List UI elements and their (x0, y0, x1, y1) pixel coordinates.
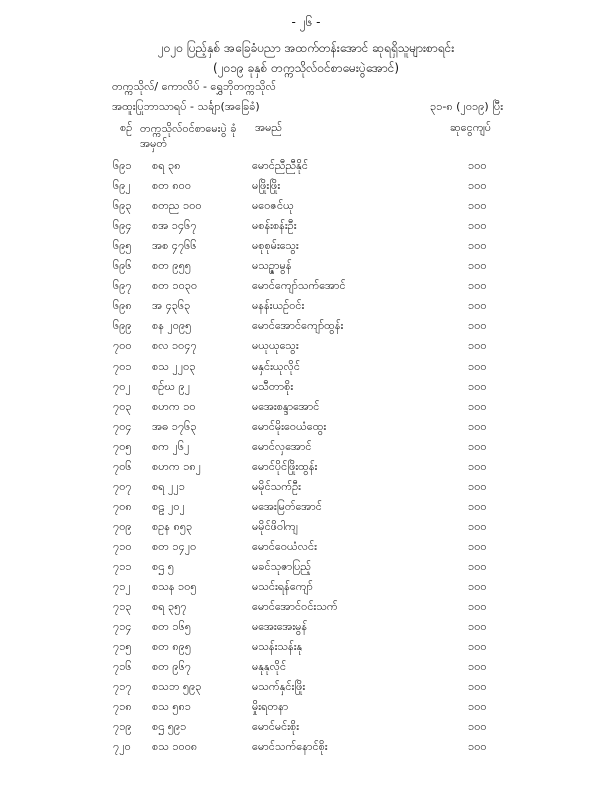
row-amount: ၁၀၀ (468, 479, 487, 493)
row-amount: ၁၀၀ (468, 319, 487, 333)
table-row (0, 179, 612, 198)
table-row (0, 660, 612, 679)
table-row (0, 640, 612, 659)
row-roll-number: စရ ၃၈ (152, 159, 181, 172)
row-name: မသက်နှင်းဖြိုး (252, 680, 306, 694)
row-amount: ၁၀၀ (468, 600, 487, 614)
row-number: ၇၀၇ (113, 479, 132, 493)
row-roll-number: စတ ၁၄၂၀ (152, 539, 197, 553)
row-roll-number: စဠ ၂၀၂ (152, 499, 185, 513)
row-name: မအေးစန္ဒာအောင် (252, 399, 320, 413)
row-amount: ၁၀၀ (468, 660, 487, 674)
row-name: မောင်ကျော်သက်အောင် (252, 279, 346, 293)
table-row (0, 199, 612, 218)
table-row (0, 319, 612, 338)
row-amount: ၁၀၀ (468, 740, 487, 754)
row-number: ၇၁၆ (113, 660, 132, 674)
table-row (0, 500, 612, 519)
row-name: မသန်းသန်းနု (252, 640, 303, 654)
row-roll-number: စတ ၉၆၇ (152, 660, 191, 674)
row-number: ၆၉၂ (113, 179, 131, 193)
row-roll-number: စဟက ၁၀ (152, 399, 196, 413)
row-roll-number: စဥန ၈၅၃ (152, 519, 193, 533)
row-roll-number: စသန ၁၀၅ (152, 580, 197, 594)
row-name: မသီတာစိုး (252, 379, 294, 393)
column-header-roll: တက္ကသိုလ်ဝင်စာမေးပွဲ ခုံအမှတ် (140, 122, 237, 150)
row-roll-number: စသ ၅၈၁ (152, 700, 191, 714)
row-amount: ၁၀၀ (468, 580, 487, 594)
row-amount: ၁၀၀ (468, 399, 487, 413)
row-amount: ၁၀၀ (468, 419, 487, 433)
table-row (0, 560, 612, 579)
row-name: မမိုင်သက်ဦး (252, 479, 301, 493)
row-name: မဖြိုးဖြိုး (252, 179, 281, 193)
row-number: ၇၁၅ (113, 640, 132, 654)
row-amount: ၁၀၀ (468, 640, 487, 654)
row-number: ၇၀၈ (113, 499, 132, 513)
row-amount: ၁၀၀ (468, 279, 487, 293)
column-header-name: အမည် (255, 121, 283, 134)
row-amount: ၁၀၀ (468, 159, 487, 172)
row-name: မောင်ညီညီနိုင် (252, 159, 308, 172)
row-name: မနန်းယဉ်ဝင်း (252, 299, 305, 313)
row-roll-number: အ ၄၃၆၃ (152, 299, 191, 313)
row-amount: ၁၀၀ (468, 680, 487, 694)
row-name: မောင်ပိုင်ဖြိုးထွန်း (252, 459, 318, 473)
row-amount: ၁၀၀ (468, 539, 487, 553)
row-number: ၇၀၃ (113, 399, 132, 413)
row-amount: ၁၀၀ (468, 560, 487, 573)
row-number: ၆၉၈ (113, 299, 132, 313)
table-row (0, 279, 612, 298)
row-name: မသဉ္ဇာမွန် (252, 259, 292, 273)
row-amount: ၁၀၀ (468, 219, 487, 233)
row-number: ၇၁၇ (113, 680, 132, 694)
row-amount: ၁၀၀ (468, 179, 487, 193)
row-amount: ၁၀၀ (468, 259, 487, 273)
row-name: မစုစုမ်းသွေး (252, 239, 299, 253)
row-amount: ၁၀၀ (468, 379, 487, 393)
table-row (0, 480, 612, 499)
row-name: မအေးအေးမွန် (252, 620, 308, 634)
column-header-amount: ဆုငွေကျပ် (450, 121, 492, 134)
row-name: မနှင်းယုလိုင် (252, 359, 300, 373)
row-roll-number: စဌ ၅ (152, 560, 174, 573)
row-roll-number: စဥ်ဃ ၉၂ (152, 379, 191, 393)
row-name: မောင်သက်နောင်စိုး (252, 740, 328, 754)
table-row (0, 420, 612, 439)
row-amount: ၁၀၀ (468, 620, 487, 634)
table-row (0, 159, 612, 178)
row-number: ၇၁၈ (113, 700, 132, 714)
row-name: မောင်မိုးဝေယံထွေး (252, 419, 327, 433)
row-name: မစန်းစန်းဦး (252, 219, 297, 233)
row-roll-number: စသ ၂၂၀၃ (152, 359, 196, 373)
row-amount: ၁၀၀ (468, 239, 487, 253)
row-number: ၇၀၀ (113, 339, 132, 353)
row-name: မနုနုလိုင် (252, 660, 287, 674)
row-roll-number: စရ ၂၂၁ (152, 479, 185, 493)
row-number: ၆၉၆ (113, 259, 132, 273)
table-row (0, 540, 612, 559)
row-roll-number: စဟက ၁၈၂ (152, 459, 202, 473)
university-line: တက္ကသိုလ်/ ကောလိပ် - ရွှေဘိုတက္ကသိုလ် (112, 80, 276, 93)
row-amount: ၁၀၀ (468, 519, 487, 533)
row-number: ၇၁၀ (113, 539, 132, 553)
row-roll-number: စလ ၁၀၄၇ (152, 339, 197, 353)
row-name: မောင်အောင်ကျော်ထွန်း (252, 319, 344, 333)
row-amount: ၁၀၀ (468, 459, 487, 473)
row-name: မောင်မင်းစိုး (252, 720, 300, 734)
row-roll-number: စတ ၈၉၅ (152, 640, 192, 654)
row-number: ၇၁၄ (113, 620, 132, 634)
row-roll-number: စသဘ ၅၉၃ (152, 680, 202, 694)
row-number: ၇၂၀ (113, 740, 131, 754)
row-amount: ၁၀၀ (468, 199, 487, 213)
table-row (0, 380, 612, 399)
row-number: ၇၁၂ (113, 580, 131, 594)
row-number: ၆၉၃ (113, 199, 132, 213)
row-roll-number: စတ ၉၅၅ (152, 259, 191, 273)
row-number: ၇၁၁ (113, 560, 132, 573)
table-row (0, 520, 612, 539)
row-roll-number: စက ၂၆၂ (152, 439, 190, 453)
row-number: ၆၉၇ (113, 279, 132, 293)
document-title: ၂၀၂၀ ပြည့်နှစ် အခြေခံပညာ အထက်တန်းအောင် ဆုရရှိသူများစာရင်း (157, 41, 455, 55)
row-name: မယုယုသွေး (252, 339, 299, 353)
row-roll-number: စသ ၁၀၀၈ (152, 740, 198, 754)
table-row (0, 400, 612, 419)
table-row (0, 600, 612, 619)
row-number: ၇၀၁ (113, 359, 132, 373)
row-roll-number: စတည ၁၀၀ (152, 199, 202, 213)
row-roll-number: စတ ၈၀၀ (152, 179, 192, 193)
row-amount: ၁၀၀ (468, 299, 487, 313)
row-name: မောင်ဝေယံလင်း (252, 539, 317, 553)
row-name: မခင်သုဇာပြည့် (252, 560, 312, 573)
row-number: ၇၀၄ (113, 419, 132, 433)
row-roll-number: စဌ ၅၉၁ (152, 720, 187, 734)
row-amount: ၁၀၀ (468, 439, 487, 453)
row-number: ၇၁၉ (113, 720, 132, 734)
row-number: ၇၀၆ (113, 459, 132, 473)
row-amount: ၁၀၀ (468, 359, 487, 373)
table-row (0, 620, 612, 639)
document-subtitle: (၂၀၁၉ ခုနှစ် တက္ကသိုလ်ဝင်စာမေးပွဲအောင်) (212, 61, 400, 75)
table-row (0, 460, 612, 479)
row-number: ၆၉၁ (113, 159, 132, 172)
table-row (0, 299, 612, 318)
row-number: ၆၉၄ (113, 219, 132, 233)
row-name: မမိုင်ဖိဝါကျ (252, 519, 298, 533)
row-roll-number: စအ ၁၄၆၇ (152, 219, 197, 233)
page-number: - ၂၆ - (291, 15, 321, 29)
table-row (0, 259, 612, 278)
row-name: မအေးမြတ်အောင် (252, 499, 322, 513)
row-name: မဝေဇင်ယု (252, 199, 294, 213)
row-name: မောင်လှအောင် (252, 439, 312, 453)
column-header-no: စဉ် (120, 121, 133, 134)
row-number: ၆၉၅ (113, 239, 132, 253)
row-roll-number: စတ ၁၆၅ (152, 620, 191, 634)
row-amount: ၁၀၀ (468, 339, 487, 353)
table-row (0, 720, 612, 739)
table-row (0, 360, 612, 379)
row-roll-number: အစ ၄၇၆၆ (152, 239, 197, 253)
row-name: မှိုးရတနာ (252, 700, 289, 714)
row-amount: ၁၀၀ (468, 499, 487, 513)
table-row (0, 219, 612, 238)
row-name: မောင်အောင်ဝင်းသက် (252, 600, 338, 614)
table-row (0, 239, 612, 258)
table-row (0, 740, 612, 759)
row-roll-number: စန ၂၀၉၅ (152, 319, 192, 333)
table-row (0, 680, 612, 699)
row-number: ၇၀၂ (113, 379, 131, 393)
row-name: မသင်းရန်ကျော် (252, 580, 313, 594)
table-row (0, 700, 612, 719)
date-label: ၃၁-၈ (၂၀၁၉) ပြီး (430, 100, 504, 113)
row-roll-number: အဓ ၁၇၆၃ (152, 419, 197, 433)
row-roll-number: စတ ၁၀၃၀ (152, 279, 198, 293)
row-amount: ၁၀၀ (468, 720, 487, 734)
row-number: ၇၀၉ (113, 519, 132, 533)
table-row (0, 580, 612, 599)
row-number: ၇၁၃ (113, 600, 132, 614)
subject-line: အထူးပြုဘာသာရပ် - သင်္ချာ(အခြေခံ) (112, 100, 260, 113)
row-number: ၆၉၉ (113, 319, 132, 333)
table-row (0, 339, 612, 358)
row-amount: ၁၀၀ (468, 700, 487, 714)
row-number: ၇၀၅ (113, 439, 132, 453)
row-roll-number: စရ ၃၅၇ (152, 600, 187, 614)
table-row (0, 440, 612, 459)
